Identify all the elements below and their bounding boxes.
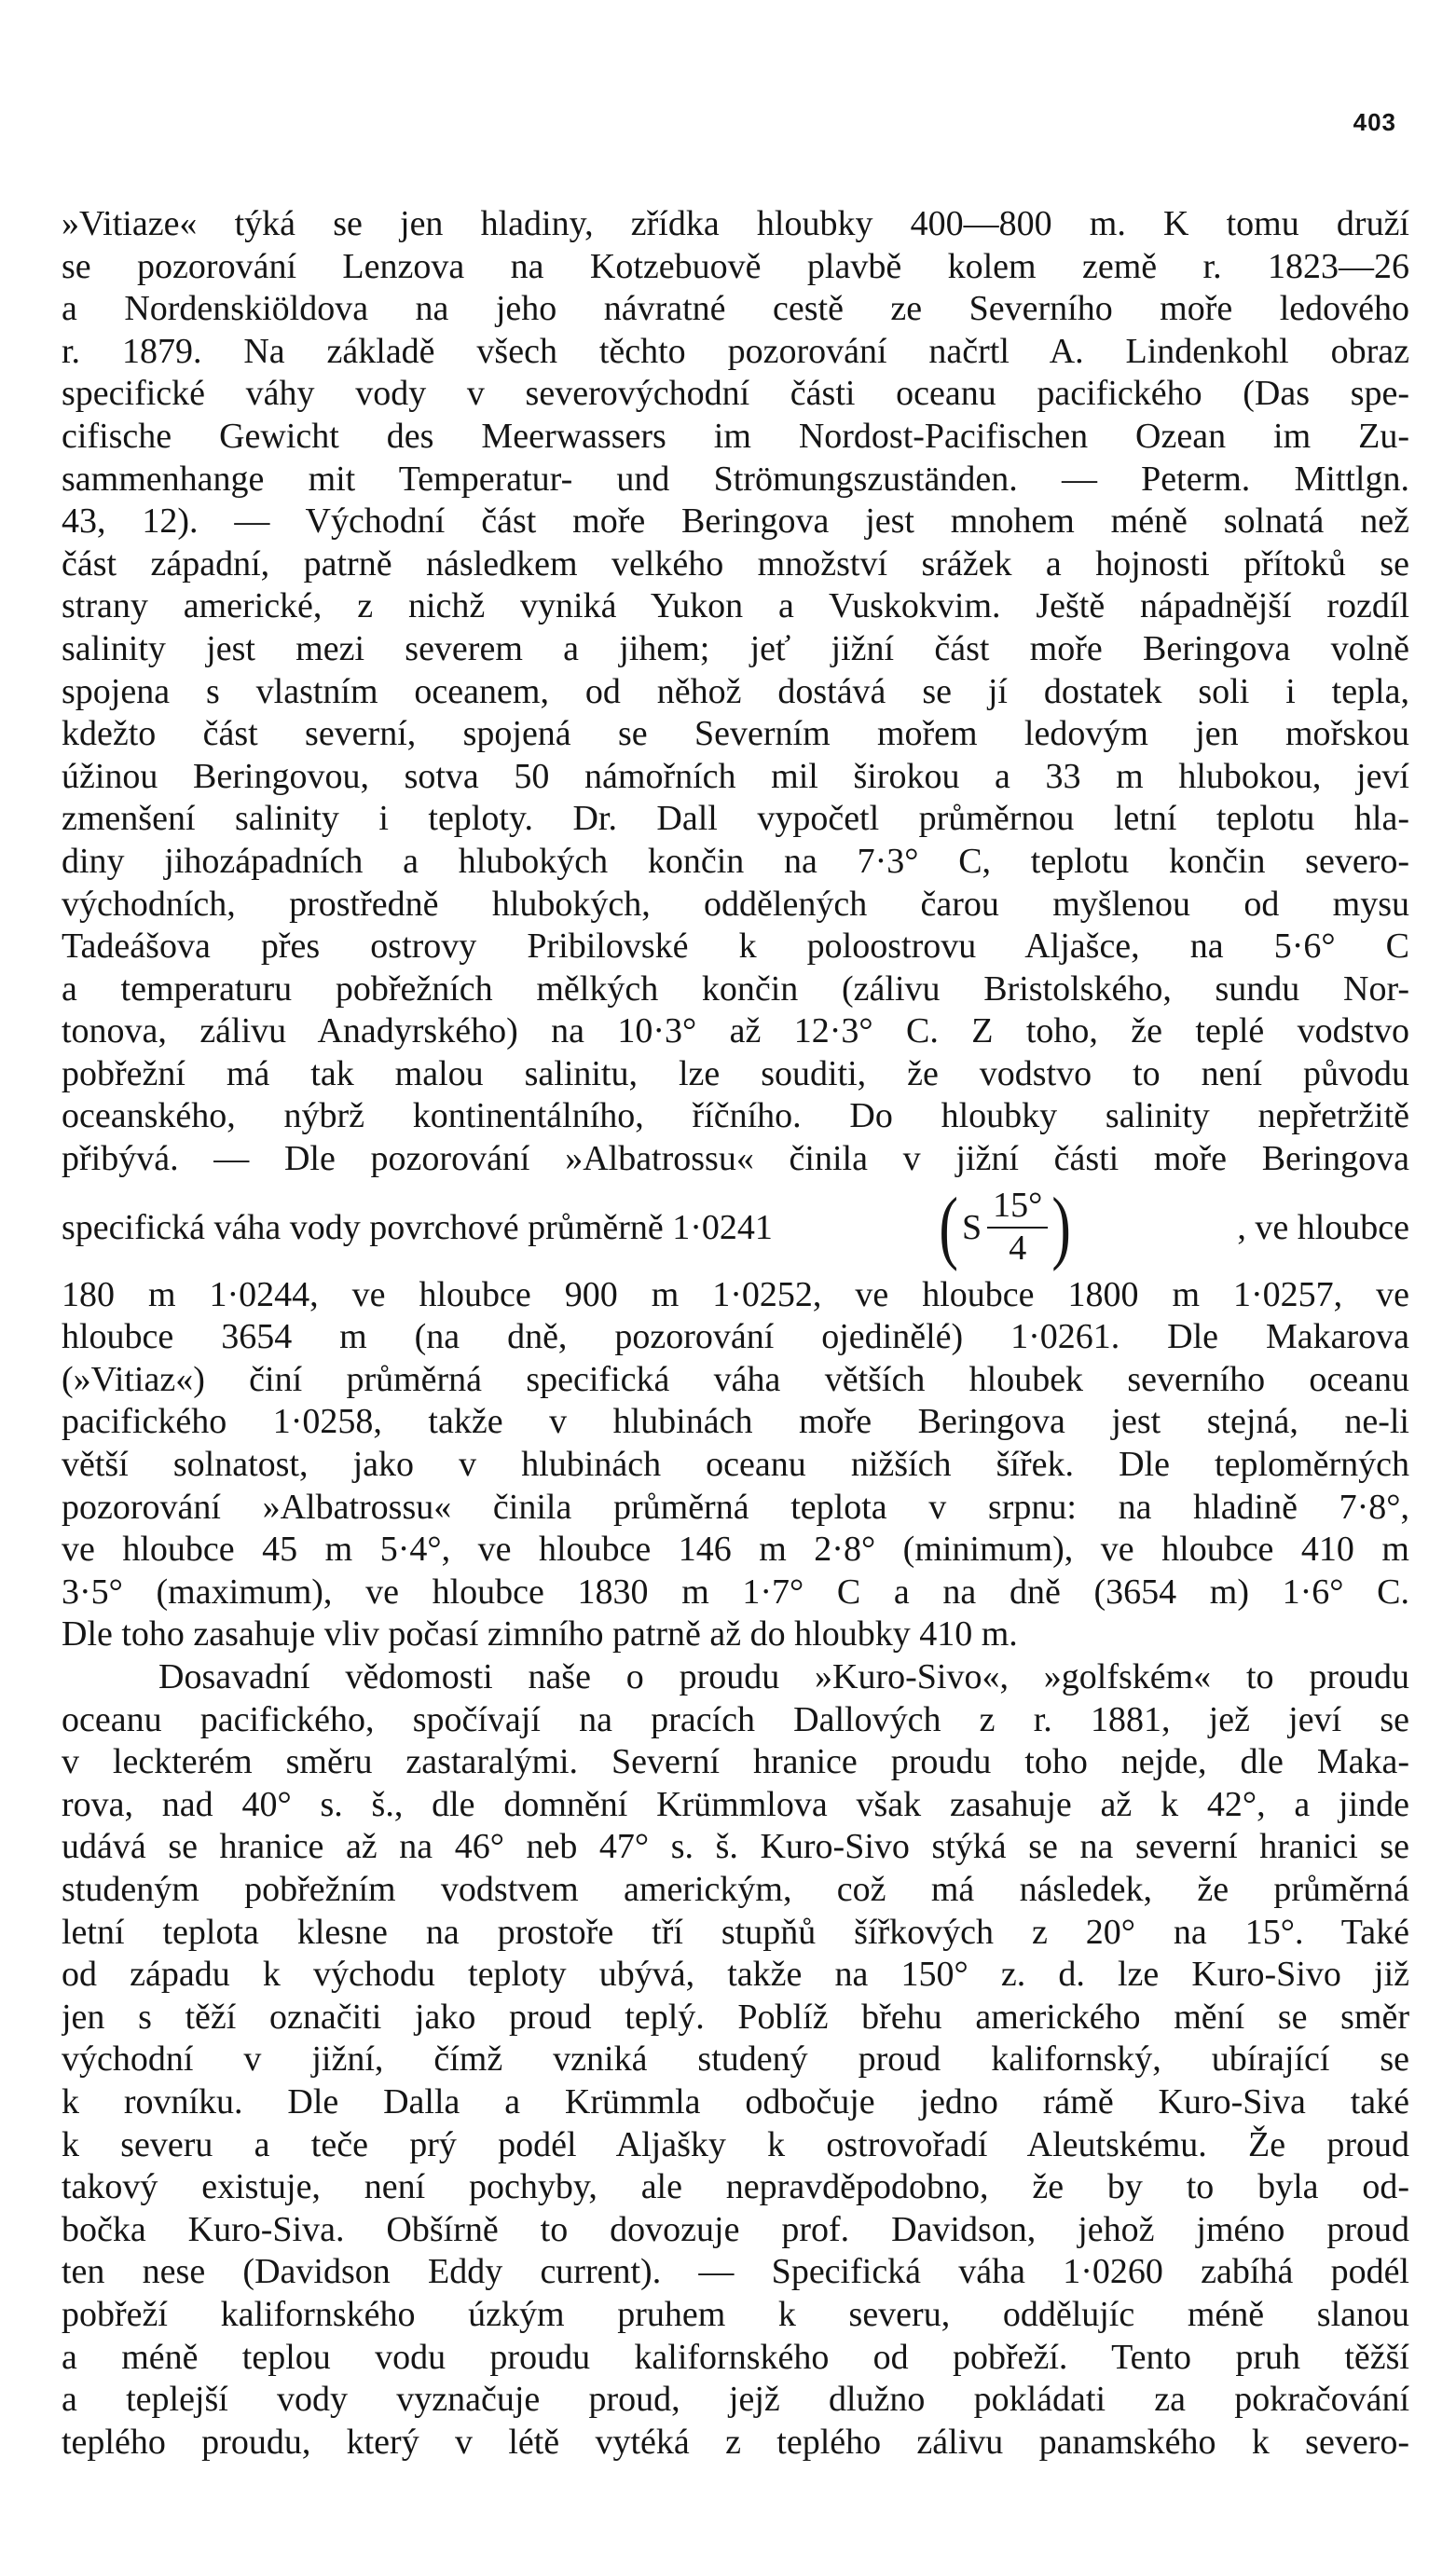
text-line: větší solnatost, jako v hlubinách oceanu nižších šířek. Dle teploměrných (62, 1445, 1409, 1485)
formula-close-paren: ) (1051, 1181, 1072, 1272)
text-line: jen s těží označiti jako proud teplý. Poblíž břehu amerického mění se směr (62, 1997, 1409, 2037)
text-line: tonova, zálivu Anadyrského) na 10·3° až 12·3° C. Z toho, že teplé vodstvo (62, 1011, 1409, 1051)
text-line: k severu a teče prý podél Aljašky k ostrovořadí Aleutskému. Že proud (62, 2124, 1409, 2164)
text-line: studeným pobřežním vodstvem americkým, což má následek, že průměrná (62, 1869, 1409, 1909)
text-line: 180 m 1·0244, ve hloubce 900 m 1·0252, ve hloubce 1800 m 1·0257, ve (62, 1274, 1409, 1314)
text-line: a temperaturu pobřežních mělkých končin (zálivu Bristolského, sundu Nor- (62, 968, 1409, 1009)
text-line: salinity jest mezi severem a jihem; jeť jižní část moře Beringova volně (62, 628, 1409, 668)
text-line: ten nese (Davidson Eddy current). — Specifická váha 1·0260 zabíhá podél (62, 2252, 1409, 2292)
text-line: východní v jižní, čímž vzniká studený proud kalifornský, ubírající se (62, 2039, 1409, 2080)
text-line: se pozorování Lenzova na Kotzebuově plavbě kolem země r. 1823—26 (62, 246, 1409, 286)
text-line: takový existuje, není pochyby, ale nepravděpodobno, že by to byla od- (62, 2167, 1409, 2207)
text-line: pozorování »Albatrossu« činila průměrná teplota v srpnu: na hladině 7·8°, (62, 1487, 1409, 1527)
paragraph-1-part-b (62, 1274, 1409, 1656)
text-line: diny jihozápadních a hlubokých končin na 7·3° C, teplotu končin severo- (62, 841, 1409, 881)
text-line: cifische Gewicht des Meerwassers im Nordost-Pacifischen Ozean im Zu- (62, 416, 1409, 456)
text-line: (»Vitiaz«) činí průměrná specifická váha větších hloubek severního oceanu (62, 1359, 1409, 1399)
text-line: bočka Kuro-Siva. Obšírně to dovozuje prof. Davidson, jehož jméno proud (62, 2209, 1409, 2249)
text-line: letní teplota klesne na prostoře tří stupňů šířkových z 20° na 15°. Také (62, 1912, 1409, 1952)
formula-line (62, 1181, 1409, 1274)
formula-open-paren: ( (939, 1181, 958, 1272)
text-line: strany americké, z nichž vyniká Yukon a Vuskokvim. Ještě nápadnější rozdíl (62, 586, 1409, 626)
text-line: 3·5° (maximum), ve hloubce 1830 m 1·7° C a na dně (3654 m) 1·6° C. (62, 1572, 1409, 1612)
text-line: rova, nad 40° s. š., dle domnění Krümmlova však zasahuje až k 42°, a jinde (62, 1784, 1409, 1824)
text-line: teplého proudu, který v létě vytéká z teplého zálivu panamského k severo- (62, 2422, 1409, 2462)
paragraph-1-part-a (62, 203, 1409, 1181)
formula-denominator: 4 (1009, 1228, 1027, 1268)
text-line: pobřežní má tak malou salinitu, lze souditi, že vodstvo to není původu (62, 1053, 1409, 1093)
text-line: přibývá. — Dle pozorování »Albatrossu« činila v jižní části moře Beringova (62, 1139, 1409, 1179)
text-line: specifické váhy vody v severovýchodní části oceanu pacifického (Das spe- (62, 374, 1409, 414)
formula-line-after: , ve hloubce (1237, 1207, 1409, 1247)
text-line: spojena s vlastním oceanem, od něhož dostává se jí dostatek soli i tepla, (62, 671, 1409, 711)
text-line: od západu k východu teploty ubývá, takže na 150° z. d. lze Kuro-Sivo již (62, 1955, 1409, 1995)
text-line: hloubce 3654 m (na dně, pozorování ojedinělé) 1·0261. Dle Makarova (62, 1317, 1409, 1357)
paragraph-2 (62, 1656, 1409, 2464)
text-line: pacifického 1·0258, takže v hlubinách moře Beringova jest stejná, ne-li (62, 1402, 1409, 1442)
formula-fraction (987, 1185, 1048, 1268)
text-line: a teplejší vody vyznačuje proud, jejž dlužno pokládati za pokračování (62, 2380, 1409, 2420)
text-line: ve hloubce 45 m 5·4°, ve hloubce 146 m 2·8° (minimum), ve hloubce 410 m (62, 1530, 1409, 1570)
text-line: a Nordenskiöldova na jeho návratné cestě ze Severního moře ledového (62, 289, 1409, 329)
text-line: »Vitiaze« týká se jen hladiny, zřídka hloubky 400—800 m. K tomu druží (62, 204, 1409, 243)
text-line: udává se hranice až na 46° neb 47° s. š. Kuro-Sivo stýká se na severní hranici se (62, 1827, 1409, 1867)
formula-numerator: 15° (987, 1188, 1048, 1229)
text-line: Tadeášova přes ostrovy Pribilovské k poloostrovu Aljašce, na 5·6° C (62, 927, 1409, 967)
text-line: r. 1879. Na základě všech těchto pozorování načrtl A. Lindenkohl obraz (62, 331, 1409, 371)
text-line: oceanu pacifického, spočívají na pracích Dallových z r. 1881, jež jeví se (62, 1699, 1409, 1739)
text-line: úžinou Beringovou, sotva 50 námořních mil širokou a 33 m hlubokou, jeví (62, 756, 1409, 796)
text-line: 43, 12). — Východní část moře Beringova jest mnohem méně solnatá než (62, 501, 1409, 542)
text-line: oceanského, nýbrž kontinentálního, říčního. Do hloubky salinity nepřetržitě (62, 1096, 1409, 1136)
text-line: v leckterém směru zastaralými. Severní hranice proudu toho nejde, dle Maka- (62, 1742, 1409, 1782)
text-line: kdežto část severní, spojená se Severním mořem ledovým jen mořskou (62, 714, 1409, 754)
text-line: a méně teplou vodu proudu kalifornského od pobřeží. Tento pruh těžší (62, 2337, 1409, 2377)
formula-symbol: S (961, 1207, 982, 1247)
text-line: zmenšení salinity i teploty. Dr. Dall vypočetl průměrnou letní teplotu hla- (62, 799, 1409, 839)
formula-line-before: specifická váha vody povrchové průměrně 1·0241 (62, 1207, 773, 1247)
text-line: Dle toho zasahuje vliv počasí zimního patrně až do hloubky 410 m. (62, 1614, 1018, 1655)
text-line: k rovníku. Dle Dalla a Krümmla odbočuje jedno rámě Kuro-Siva také (62, 2081, 1409, 2121)
text-line: část západní, patrně následkem velkého množství srážek a hojnosti přítoků se (62, 543, 1409, 584)
body-text (62, 203, 1409, 2464)
text-line: pobřeží kalifornského úzkým pruhem k severu, oddělujíc méně slanou (62, 2294, 1409, 2334)
text-line: Dosavadní vědomosti naše o proudu »Kuro-Sivo«, »golfském« to proudu (158, 1657, 1409, 1696)
text-line: sammenhange mit Temperatur- und Strömungszuständen. — Peterm. Mittlgn. (62, 459, 1409, 499)
text-line: východních, prostředně hlubokých, oddělených čarou myšlenou od mysu (62, 884, 1409, 924)
page-number: 403 (1353, 108, 1396, 136)
specific-weight-formula (935, 1181, 1076, 1272)
